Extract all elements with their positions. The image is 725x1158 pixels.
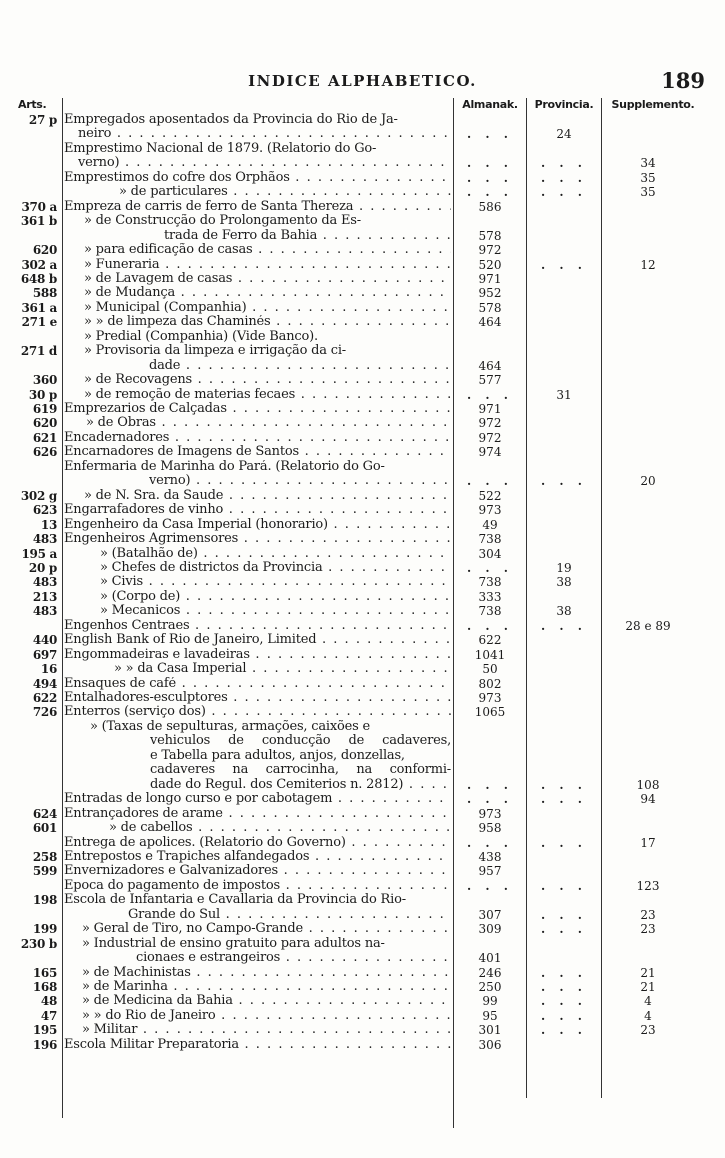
article-number: 195: [32, 1023, 57, 1038]
supplemento-ref: 23: [640, 1023, 656, 1038]
almanak-ref: 972: [478, 430, 502, 445]
entry-text: » (Corpo de) . . .: [100, 590, 451, 604]
index-entry: [0, 879, 725, 893]
almanak-ref: 973: [478, 503, 502, 518]
provincia-ref: . . .: [541, 1023, 587, 1038]
almanak-ref: 464: [478, 358, 502, 373]
article-number: 27 p: [28, 113, 57, 127]
index-entry: [0, 286, 725, 300]
entry-text: Grande do Sul . . .: [128, 908, 451, 922]
almanak-ref: 586: [478, 199, 502, 214]
article-number: 165: [32, 965, 57, 980]
index-entry: [0, 836, 725, 850]
index-entry: [0, 575, 725, 589]
article-number: 196: [32, 1037, 57, 1052]
supplemento-ref: 21: [640, 965, 656, 980]
index-entry: [0, 272, 725, 286]
provincia-ref: . . .: [541, 185, 587, 200]
index-entry: [0, 301, 725, 315]
entry-text: dade . . .: [149, 359, 451, 373]
entry-text: Enfermaria de Marinha do Pará. (Relatorio do Go-: [64, 459, 385, 474]
index-entry: [0, 243, 725, 257]
page-title: INDICE ALPHABETICO.: [248, 72, 477, 90]
article-number: 601: [32, 821, 57, 836]
provincia-ref: . . .: [541, 792, 587, 807]
almanak-ref: 95: [482, 1008, 498, 1023]
entry-text: verno) . . .: [149, 474, 451, 488]
almanak-ref: . . .: [467, 474, 513, 489]
article-number: 619: [32, 402, 57, 416]
index-entry: [0, 662, 725, 676]
provincia-ref: . . .: [541, 156, 587, 171]
entry-text: English Bank of Rio de Janeiro, Limited . . .: [64, 633, 451, 647]
provincia-ref: . . .: [541, 922, 587, 937]
almanak-ref: . . .: [467, 387, 513, 402]
almanak-ref: 577: [478, 373, 502, 388]
entry-text: Encarnadores de Imagens de Santos . . .: [64, 445, 451, 459]
index-entry: [0, 807, 725, 821]
almanak-ref: 958: [478, 821, 502, 836]
almanak-ref: 578: [478, 228, 502, 243]
entry-text: Entalhadores-esculptores . . .: [64, 691, 451, 705]
entry-text: » de Machinistas . . .: [82, 966, 451, 980]
index-entry: [0, 1009, 725, 1023]
provincia-ref: 24: [556, 127, 572, 142]
supplemento-ref: 21: [640, 980, 656, 994]
entry-text: e Tabella para adultos, anjos, donzellas,: [150, 748, 405, 763]
almanak-ref: 973: [478, 806, 502, 821]
provincia-ref: . . .: [541, 965, 587, 980]
almanak-ref: 438: [478, 849, 502, 864]
almanak-ref: 49: [482, 517, 498, 532]
index-entry: [0, 691, 725, 705]
almanak-ref: 307: [478, 907, 502, 922]
article-number: 621: [32, 430, 57, 445]
entry-text: Escola Militar Preparatoria . . .: [64, 1038, 451, 1052]
index-entry: [0, 142, 725, 156]
column-header-arts: Arts.: [18, 98, 47, 111]
almanak-ref: 309: [478, 922, 502, 937]
index-entry: [0, 388, 725, 402]
entry-text: » de Construcção do Prolongamento da Es-: [84, 214, 361, 229]
almanak-ref: 333: [478, 589, 502, 604]
almanak-ref: 957: [478, 864, 502, 879]
article-number: 20 p: [28, 560, 57, 575]
provincia-ref: 38: [556, 604, 572, 619]
index-entry: [0, 113, 725, 127]
article-number: 622: [32, 691, 57, 705]
provincia-ref: . . .: [541, 257, 587, 272]
index-entry: [0, 677, 725, 691]
almanak-ref: . . .: [467, 560, 513, 575]
entry-text: neiro . . .: [78, 127, 451, 141]
entry-text: » Predial (Companhia) (Vide Banco).: [84, 329, 318, 344]
index-entry: [0, 922, 725, 936]
entry-text: » de particulares . . .: [119, 185, 451, 199]
index-entry: [0, 344, 725, 358]
article-number: 258: [32, 849, 57, 864]
almanak-ref: 738: [478, 604, 502, 619]
index-entry: [0, 937, 725, 951]
provincia-ref: . . .: [541, 170, 587, 185]
almanak-ref: . . .: [467, 777, 513, 792]
almanak-ref: 973: [478, 691, 502, 705]
article-number: 199: [32, 922, 57, 937]
almanak-ref: 738: [478, 575, 502, 590]
index-entry: [0, 619, 725, 633]
almanak-ref: 972: [478, 243, 502, 258]
supplemento-ref: 4: [644, 1008, 652, 1023]
entry-text: Empregados aposentados da Provincia do Rio de Ja-: [64, 113, 398, 127]
entry-text: » » de limpeza das Chaminés . . .: [84, 315, 451, 329]
almanak-ref: . . .: [467, 185, 513, 200]
column-header-supplemento: Supplemento.: [611, 98, 695, 111]
entry-text: Envernizadores e Galvanizadores . . .: [64, 864, 451, 878]
index-entry: [0, 330, 725, 344]
supplemento-ref: 23: [640, 922, 656, 937]
index-entry: [0, 792, 725, 806]
entry-text: » de Recovagens . . .: [84, 373, 451, 387]
article-number: 30 p: [28, 387, 57, 402]
supplemento-ref: 35: [640, 185, 656, 200]
entry-text: Entradas de longo curso e por cabotagem . . .: [64, 792, 451, 806]
index-entry: [0, 966, 725, 980]
entry-text: » Industrial de ensino gratuito para adultos na-: [82, 936, 385, 951]
article-number: 483: [32, 604, 57, 619]
provincia-ref: 19: [556, 560, 572, 575]
entry-text: Ensaques de café . . .: [64, 677, 451, 691]
entry-text: cadaveres na carrocinha, na conformi-: [150, 763, 451, 778]
column-header-provincia: Provincia.: [534, 98, 594, 111]
supplemento-ref: 23: [640, 907, 656, 922]
almanak-ref: 464: [478, 315, 502, 330]
article-number: 361 b: [20, 214, 57, 229]
entry-text: » de Obras . . .: [86, 416, 451, 430]
supplemento-ref: 28 e 89: [625, 618, 671, 633]
supplemento-ref: 12: [640, 257, 656, 272]
entry-text: trada de Ferro da Bahia . . .: [164, 229, 451, 243]
entry-text: Encadernadores . . .: [64, 431, 451, 445]
almanak-ref: 246: [478, 965, 502, 980]
index-entry: [0, 156, 725, 170]
article-number: 48: [40, 994, 57, 1009]
almanak-ref: 971: [478, 402, 502, 416]
entry-text: Emprezarios de Calçadas . . .: [64, 402, 451, 416]
entry-text: Engommadeiras e lavadeiras . . .: [64, 648, 451, 662]
almanak-ref: 622: [478, 633, 502, 648]
provincia-ref: . . .: [541, 878, 587, 893]
index-entry: [0, 749, 725, 763]
provincia-ref: 38: [556, 575, 572, 590]
provincia-ref: . . .: [541, 1008, 587, 1023]
article-number: 198: [32, 893, 57, 908]
almanak-ref: . . .: [467, 792, 513, 807]
article-number: 302 a: [21, 257, 57, 272]
entry-text: » para edificação de casas . . .: [84, 243, 451, 257]
supplemento-ref: 108: [636, 777, 660, 792]
article-number: 440: [32, 633, 57, 648]
index-entry: [0, 893, 725, 907]
index-entry: [0, 720, 725, 734]
entry-text: Entrega de apolices. (Relatorio do Governo) . . .: [64, 836, 451, 850]
index-entry: [0, 951, 725, 965]
almanak-ref: 1065: [474, 705, 506, 720]
index-entry: [0, 127, 725, 141]
index-entry: [0, 778, 725, 792]
index-entry: [0, 864, 725, 878]
index-entry: [0, 633, 725, 647]
provincia-ref: . . .: [541, 907, 587, 922]
almanak-ref: . . .: [467, 156, 513, 171]
provincia-ref: . . .: [541, 618, 587, 633]
entry-text: cionaes e estrangeiros . . .: [136, 951, 451, 965]
almanak-ref: . . .: [467, 127, 513, 142]
article-number: 494: [32, 676, 57, 691]
article-number: 271 e: [21, 315, 57, 330]
article-number: 620: [32, 416, 57, 431]
almanak-ref: 50: [482, 662, 498, 677]
article-number: 624: [32, 806, 57, 821]
entry-text: » Municipal (Companhia) . . .: [84, 301, 451, 315]
almanak-ref: 306: [478, 1037, 502, 1052]
entry-text: Engenheiro da Casa Imperial (honorario) . . .: [64, 518, 451, 532]
almanak-ref: 301: [478, 1023, 502, 1038]
almanak-ref: . . .: [467, 618, 513, 633]
entry-text: » » do Rio de Janeiro . . .: [82, 1009, 451, 1023]
article-number: 168: [32, 980, 57, 994]
entry-text: Escola de Infantaria e Cavallaria da Provincia do Rio-: [64, 893, 406, 908]
provincia-ref: . . .: [541, 474, 587, 489]
entry-text: » Geral de Tiro, no Campo-Grande . . .: [82, 922, 451, 936]
index-entry: [0, 214, 725, 228]
entry-text: » de Medicina da Bahia . . .: [82, 994, 451, 1008]
index-entry: [0, 1038, 725, 1052]
index-entry: [0, 980, 725, 994]
article-number: 213: [32, 589, 57, 604]
entry-text: Engenhos Centraes . . .: [64, 619, 451, 633]
article-number: 230 b: [20, 936, 57, 951]
index-entry: [0, 431, 725, 445]
index-entry: [0, 416, 725, 430]
entry-text: Entrançadores de arame . . .: [64, 807, 451, 821]
provincia-ref: 31: [556, 387, 572, 402]
column-header-almanak: Almanak.: [462, 98, 518, 111]
article-number: 483: [32, 575, 57, 590]
article-number: 16: [40, 662, 57, 677]
article-number: 271 d: [20, 344, 57, 359]
page-number: 189: [661, 68, 705, 93]
supplemento-ref: 34: [640, 156, 656, 171]
entry-text: » de Mudança . . .: [84, 286, 451, 300]
entry-text: » Provisoria da limpeza e irrigação da ci-: [84, 344, 346, 359]
almanak-ref: . . .: [467, 878, 513, 893]
almanak-ref: 1041: [474, 647, 506, 662]
entry-text: » de remoção de materias fecaes . . .: [84, 388, 451, 402]
supplemento-ref: 94: [640, 792, 656, 807]
index-entry: [0, 474, 725, 488]
index-entry: [0, 705, 725, 719]
index-entry: [0, 503, 725, 517]
entry-text: Empreza de carris de ferro de Santa Thereza . . .: [64, 200, 451, 214]
entry-text: » Civis . . .: [100, 575, 451, 589]
article-number: 47: [40, 1008, 57, 1023]
article-number: 648 b: [20, 271, 57, 286]
almanak-ref: 738: [478, 532, 502, 547]
supplemento-ref: 20: [640, 474, 656, 489]
almanak-ref: 578: [478, 300, 502, 315]
entry-text: » de Marinha . . .: [82, 980, 451, 994]
almanak-ref: 520: [478, 257, 502, 272]
article-number: 726: [32, 705, 57, 720]
supplemento-ref: 4: [644, 994, 652, 1009]
index-entry: [0, 763, 725, 777]
article-number: 302 g: [20, 488, 57, 503]
index-entry: [0, 171, 725, 185]
index-entry: [0, 258, 725, 272]
entry-text: Engenheiros Agrimensores . . .: [64, 532, 451, 546]
entry-text: Enterros (serviço dos) . . .: [64, 705, 451, 719]
index-entry: [0, 373, 725, 387]
index-entry: [0, 359, 725, 373]
index-entry: [0, 532, 725, 546]
entry-text: » Mecanicos . . .: [100, 604, 451, 618]
index-entry: [0, 315, 725, 329]
article-number: 361 a: [21, 300, 57, 315]
almanak-ref: 99: [482, 994, 498, 1009]
index-entry: [0, 547, 725, 561]
entry-text: » de Lavagem de casas . . .: [84, 272, 451, 286]
entry-text: » (Taxas de sepulturas, armações, caixões e: [90, 719, 371, 734]
index-entry: [0, 445, 725, 459]
almanak-ref: 304: [478, 546, 502, 561]
provincia-ref: . . .: [541, 980, 587, 994]
article-number: 623: [32, 503, 57, 518]
entry-text: Engarrafadores de vinho . . .: [64, 503, 451, 517]
article-number: 13: [40, 517, 57, 532]
provincia-ref: . . .: [541, 994, 587, 1009]
index-entry: [0, 850, 725, 864]
index-entry: [0, 460, 725, 474]
article-number: 483: [32, 532, 57, 547]
supplemento-ref: 35: [640, 170, 656, 185]
index-entry: [0, 518, 725, 532]
entry-text: Emprestimo Nacional de 1879. (Relatorio do Go-: [64, 141, 377, 156]
almanak-ref: 974: [478, 445, 502, 460]
index-entry: [0, 604, 725, 618]
almanak-ref: . . .: [467, 835, 513, 850]
index-entry: [0, 994, 725, 1008]
entry-text: » de cabellos . . .: [109, 821, 451, 835]
almanak-ref: 972: [478, 416, 502, 431]
index-entry: [0, 489, 725, 503]
entry-text: verno) . . .: [78, 156, 451, 170]
article-number: 370 a: [21, 199, 57, 214]
index-entry: [0, 590, 725, 604]
almanak-ref: 522: [478, 488, 502, 503]
article-number: 195 a: [21, 546, 57, 561]
entry-text: » Funeraria . . .: [84, 258, 451, 272]
almanak-ref: 401: [478, 951, 502, 966]
article-number: 697: [32, 647, 57, 662]
article-number: 626: [32, 445, 57, 460]
almanak-ref: 971: [478, 271, 502, 286]
index-entry: [0, 821, 725, 835]
entry-text: » » da Casa Imperial . . .: [114, 662, 451, 676]
entry-text: » Chefes de districtos da Provincia . . .: [100, 561, 451, 575]
entry-text: Epoca do pagamento de impostos . . .: [64, 879, 451, 893]
index-entry: [0, 734, 725, 748]
provincia-ref: . . .: [541, 777, 587, 792]
index-entry: [0, 185, 725, 199]
index-entry: [0, 200, 725, 214]
index-entry: [0, 1023, 725, 1037]
entry-text: Emprestimos do cofre dos Orphãos . . .: [64, 171, 451, 185]
entry-text: » de N. Sra. da Saude . . .: [84, 489, 451, 503]
index-entry: [0, 561, 725, 575]
entry-text: dade do Regul. dos Cemiterios n. 2812) . . .: [150, 778, 451, 792]
article-number: 360: [32, 373, 57, 388]
index-entry: [0, 908, 725, 922]
almanak-ref: 802: [478, 676, 502, 691]
provincia-ref: . . .: [541, 835, 587, 850]
entry-text: Entrepostos e Trapiches alfandegados . . .: [64, 850, 451, 864]
article-number: 588: [32, 286, 57, 301]
entry-text: » Militar . . .: [82, 1023, 451, 1037]
entry-text: vehiculos de conducção de cadaveres,: [150, 734, 451, 749]
almanak-ref: . . .: [467, 170, 513, 185]
almanak-ref: 952: [478, 286, 502, 301]
article-number: 620: [32, 243, 57, 258]
index-entry: [0, 648, 725, 662]
supplemento-ref: 123: [636, 878, 660, 893]
supplemento-ref: 17: [640, 835, 656, 850]
almanak-ref: 250: [478, 980, 502, 994]
article-number: 599: [32, 864, 57, 879]
index-entry: [0, 229, 725, 243]
entry-text: » (Batalhão de) . . .: [100, 547, 451, 561]
index-entry: [0, 402, 725, 416]
